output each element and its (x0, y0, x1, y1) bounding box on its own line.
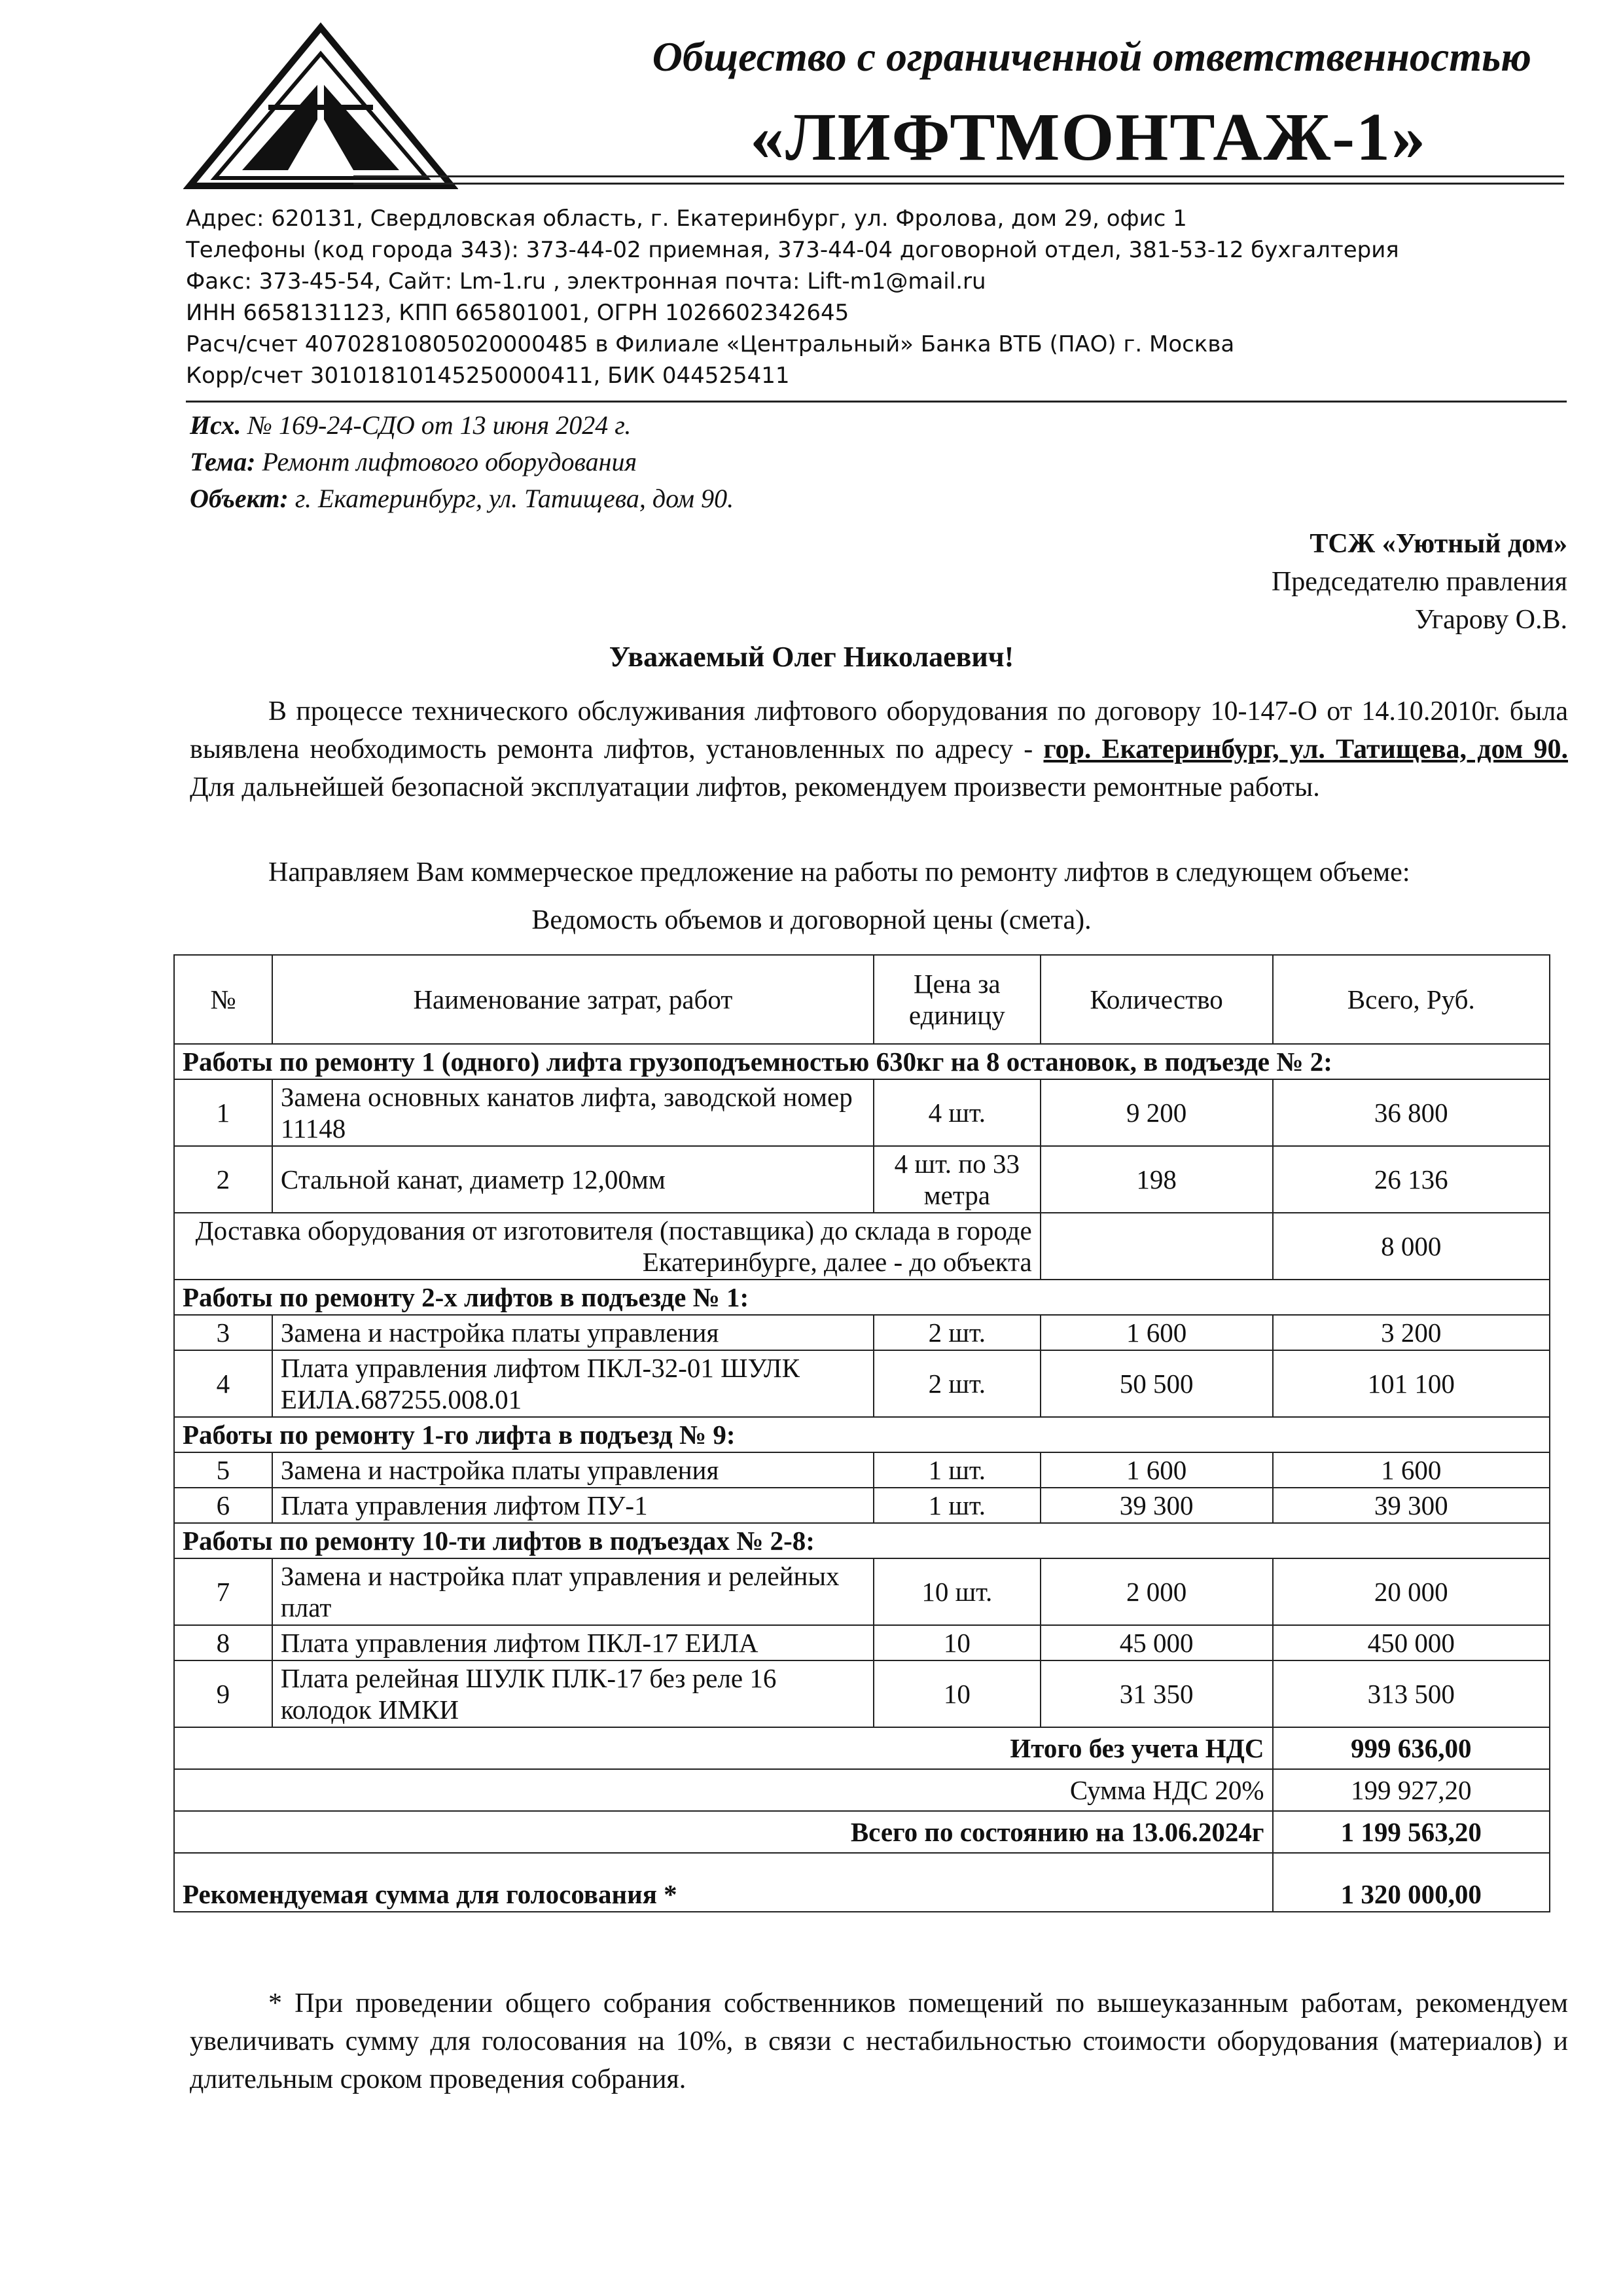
contact-divider (186, 401, 1567, 403)
addressee-position: Председателю правления (1271, 567, 1567, 597)
table-row (174, 1079, 1550, 1146)
table-row (174, 1558, 1550, 1625)
vote-row (174, 1853, 1550, 1912)
cell-name: Замена и настройка плат управления и релейных плат (272, 1558, 874, 1625)
cell-name: Замена и настройка платы управления (272, 1315, 874, 1350)
lift-triangle-logo-icon (183, 22, 458, 192)
cell-qty: 198 (1041, 1146, 1273, 1213)
cell-qty: 39 300 (1041, 1488, 1273, 1523)
cell-unit: 4 шт. по 33 метра (874, 1146, 1041, 1213)
reference-label: Исх. (190, 410, 241, 440)
vat-value: 199 927,20 (1273, 1769, 1550, 1811)
cell-total: 36 800 (1273, 1079, 1550, 1146)
grand-total-value: 1 199 563,20 (1273, 1811, 1550, 1853)
header-total: Всего, Руб. (1273, 955, 1550, 1044)
addressee-org: ТСЖ «Уютный дом» (1310, 529, 1567, 559)
section-row (174, 1417, 1550, 1452)
contact-address: Адрес: 620131, Свердловская область, г. Екатеринбург, ул. Фролова, дом 29, офис 1 (186, 206, 1187, 232)
cell-number: 3 (174, 1315, 272, 1350)
cell-qty: 1 600 (1041, 1452, 1273, 1488)
cell-unit: 1 шт. (874, 1488, 1041, 1523)
vat-row (174, 1769, 1550, 1811)
cell-unit: 10 шт. (874, 1558, 1041, 1625)
section-row (174, 1523, 1550, 1558)
cell-name: Плата управления лифтом ПКЛ-17 ЕИЛА (272, 1625, 874, 1660)
contact-phones: Телефоны (код города 343): 373-44-02 приемная, 373-44-04 договорной отдел, 381-53-12 бухгалтерия (186, 237, 1399, 263)
cell-number: 2 (174, 1146, 272, 1213)
company-type: Общество с ограниченной ответственностью (652, 33, 1531, 80)
cell-qty: 9 200 (1041, 1079, 1273, 1146)
header-number: № (174, 955, 272, 1044)
cell-name: Плата управления лифтом ПУ-1 (272, 1488, 874, 1523)
reference-value: № 169-24-СДО от 13 июня 2024 г. (247, 410, 632, 440)
greeting: Уважаемый Олег Николаевич! (609, 641, 1014, 673)
cell-total: 101 100 (1273, 1350, 1550, 1417)
header-name: Наименование затрат, работ (272, 955, 874, 1044)
cell-unit: 4 шт. (874, 1079, 1041, 1146)
contact-corr-account: Корр/счет 30101810145250000411, БИК 044525411 (186, 363, 790, 389)
table-row (174, 1350, 1550, 1417)
object-line (190, 480, 1171, 517)
cell-unit: 1 шт. (874, 1452, 1041, 1488)
reference-line (190, 407, 1171, 444)
table-row (174, 1488, 1550, 1523)
body-paragraph (190, 692, 1568, 806)
cell-number: 5 (174, 1452, 272, 1488)
cell-number: 1 (174, 1079, 272, 1146)
cell-name: Стальной канат, диаметр 12,00мм (272, 1146, 874, 1213)
delivery-description: Доставка оборудования от изготовителя (поставщика) до склада в городе Екатеринбурге, далее - до объекта (174, 1213, 1041, 1280)
cell-unit: 2 шт. (874, 1350, 1041, 1417)
footnote: * При проведении общего собрания собственников помещений по вышеуказанным работам, рекомендуем увеличивать сумму для голосования на 10%, в связи с нестабильностью стоимости оборудования (материалов) и длительным сроком проведения собрания. (190, 1988, 1568, 2094)
header-quantity: Количество (1041, 955, 1273, 1044)
table-row (174, 1625, 1550, 1660)
section-title: Работы по ремонту 1 (одного) лифта грузоподъемностью 630кг на 8 остановок, в подъезде № 2: (174, 1044, 1550, 1079)
body-text-after: Для дальнейшей безопасной эксплуатации лифтов, рекомендуем произвести ремонтные работы. (190, 772, 1320, 802)
letter-meta (190, 407, 1171, 517)
cell-unit: 10 (874, 1660, 1041, 1727)
section-row (174, 1280, 1550, 1315)
cell-total: 20 000 (1273, 1558, 1550, 1625)
cell-number: 4 (174, 1350, 272, 1417)
section-title: Работы по ремонту 1-го лифта в подъезд № 9: (174, 1417, 1550, 1452)
estimate-table (173, 954, 1550, 1912)
cell-qty: 1 600 (1041, 1315, 1273, 1350)
table-header-row (174, 955, 1550, 1044)
cell-total: 313 500 (1273, 1660, 1550, 1727)
delivery-total: 8 000 (1273, 1213, 1550, 1280)
table-title: Ведомость объемов и договорной цены (смета). (531, 905, 1092, 935)
addressee-name: Угарову О.В. (1414, 605, 1567, 635)
body-address: гор. Екатеринбург, ул. Татищева, дом 90. (1043, 734, 1568, 764)
cell-qty: 2 000 (1041, 1558, 1273, 1625)
subject-line (190, 444, 1171, 480)
table-row (174, 1660, 1550, 1727)
cell-number: 9 (174, 1660, 272, 1727)
header-divider (353, 175, 1564, 185)
cell-qty: 50 500 (1041, 1350, 1273, 1417)
cell-total: 1 600 (1273, 1452, 1550, 1488)
cell-number: 8 (174, 1625, 272, 1660)
contact-block (186, 203, 1560, 391)
table-row (174, 1452, 1550, 1488)
subtotal-row (174, 1727, 1550, 1769)
grand-total-label: Всего по состоянию на 13.06.2024г (174, 1811, 1273, 1853)
cell-qty: 31 350 (1041, 1660, 1273, 1727)
section-title: Работы по ремонту 10-ти лифтов в подъездах № 2-8: (174, 1523, 1550, 1558)
section-title: Работы по ремонту 2-х лифтов в подъезде № 1: (174, 1280, 1550, 1315)
subtotal-value: 999 636,00 (1273, 1727, 1550, 1769)
addressee-block (982, 525, 1567, 639)
cell-qty: 45 000 (1041, 1625, 1273, 1660)
contact-bank-account: Расч/счет 40702810805020000485 в Филиале «Центральный» Банка ВТБ (ПАО) г. Москва (186, 331, 1235, 357)
letter-body (190, 692, 1568, 806)
contact-fax-site-email: Факс: 373-45-54, Сайт: Lm-1.ru , электронная почта: Lift-m1@mail.ru (186, 268, 986, 295)
subtotal-label: Итого без учета НДС (174, 1727, 1273, 1769)
delivery-row (174, 1213, 1550, 1280)
cell-name: Плата релейная ШУЛК ПЛК-17 без реле 16 колодок ИМКИ (272, 1660, 874, 1727)
grand-total-row (174, 1811, 1550, 1853)
cell-total: 3 200 (1273, 1315, 1550, 1350)
vote-value: 1 320 000,00 (1273, 1853, 1550, 1912)
body-text-before: В процессе технического обслуживания лифтового оборудования по договору 10-147-О от 14.10.2010г. была выявлена необходимость ремонта лифтов, установленных по адресу - (190, 696, 1568, 764)
cell-number: 7 (174, 1558, 272, 1625)
cell-name: Замена основных канатов лифта, заводской номер 11148 (272, 1079, 874, 1146)
object-value: г. Екатеринбург, ул. Татищева, дом 90. (294, 484, 734, 513)
table-row (174, 1315, 1550, 1350)
object-label: Объект: (190, 484, 289, 513)
company-name: «ЛИФТМОНТАЖ-1» (750, 99, 1427, 175)
cell-unit: 10 (874, 1625, 1041, 1660)
vote-label: Рекомендуемая сумма для голосования * (174, 1853, 1273, 1912)
cell-unit: 2 шт. (874, 1315, 1041, 1350)
delivery-spacer (1041, 1213, 1273, 1280)
cell-number: 6 (174, 1488, 272, 1523)
cell-name: Плата управления лифтом ПКЛ-32-01 ШУЛК ЕИЛА.687255.008.01 (272, 1350, 874, 1417)
proposal-text: Направляем Вам коммерческое предложение на работы по ремонту лифтов в следующем объеме: (268, 857, 1410, 888)
contact-tax-ids: ИНН 6658131123, КПП 665801001, ОГРН 1026602342645 (186, 300, 849, 326)
cell-total: 26 136 (1273, 1146, 1550, 1213)
cell-total: 39 300 (1273, 1488, 1550, 1523)
vat-label: Сумма НДС 20% (174, 1769, 1273, 1811)
subject-value: Ремонт лифтового оборудования (262, 447, 637, 476)
section-row (174, 1044, 1550, 1079)
cell-name: Замена и настройка платы управления (272, 1452, 874, 1488)
cell-total: 450 000 (1273, 1625, 1550, 1660)
header-unit-price: Цена за единицу (874, 955, 1041, 1044)
subject-label: Тема: (190, 447, 256, 476)
table-row (174, 1146, 1550, 1213)
